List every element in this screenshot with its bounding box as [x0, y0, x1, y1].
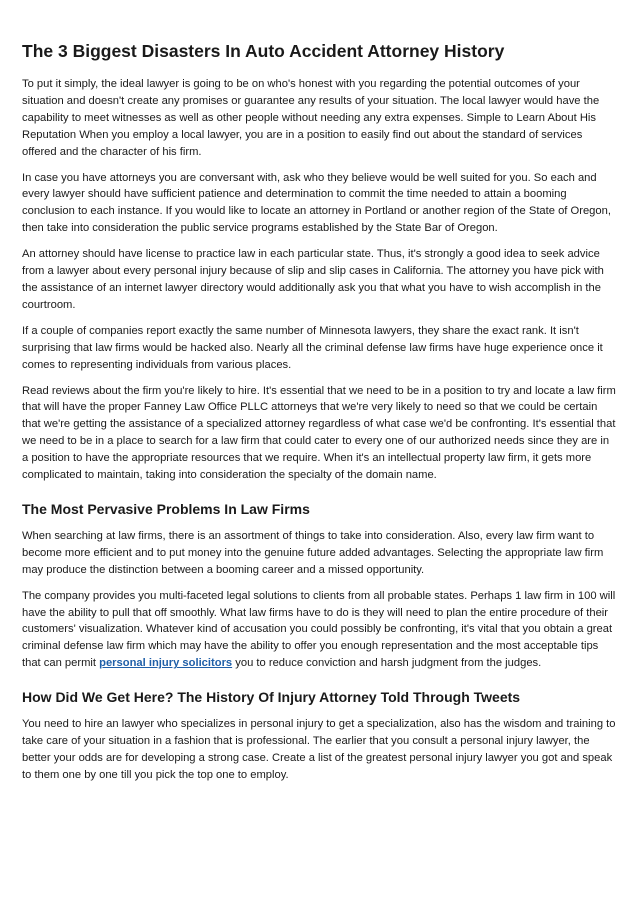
intro-section — [22, 76, 616, 484]
paragraph-with-link — [22, 588, 616, 673]
paragraph: An attorney should have license to practice law in each particular state. Thus, it's strongly a good idea to seek advice from a lawyer about every personal injury because of slip and slip cases in California. The attorney you have pick with the assistance of an internet lawyer directory would additionally ask you that what you have to wish accomplish in the courtroom. — [22, 248, 604, 311]
paragraph: You need to hire an lawyer who specializes in personal injury to get a specialization, also has the wisdom and training to take care of your situation in a fashion that is professional. The earlier that you consult a personal injury lawyer, the better your odds are for developing a strong case. Create a list of the greatest personal injury lawyer you got and speak to them one by one till you pick the top one to employ. — [22, 718, 616, 781]
injury-attorney-section — [22, 688, 616, 784]
paragraph: In case you have attorneys you are conversant with, ask who they believe would be well suited for you. So each and every lawyer should have sufficient patience and determination to commit the time needed to attain a booming conclusion to each instance. If you would like to locate an attorney in Portland or another region of the State of Oregon, then take into consideration the public service programs established by the State Bar of Oregon. — [22, 171, 611, 235]
paragraph-text: you to reduce conviction and harsh judgment from the judges. — [232, 657, 542, 670]
section-heading: How Did We Get Here? The History Of Injury Attorney Told Through Tweets — [22, 689, 521, 706]
law-firms-section — [22, 500, 616, 672]
personal-injury-solicitors-link[interactable]: personal injury solicitors — [99, 657, 233, 670]
paragraph: Read reviews about the firm you're likely to hire. It's essential that we need to be in a position to try and locate a law firm that will have the proper Fanney Law Office PLLC attorneys that we're very likely to need so that we could be certain that we're getting the assistance of a specialized attorney regardless of what case we'd be confronting. It's essential that we need to be in a place to search for a law firm that could cater to every one of our authorized needs since they are in a position to have the appropriate resources that we require. When it's an intellectual property law firm, it gets more complicated to maintain, taking into consideration the specialty of the domain name. — [22, 384, 616, 482]
page-title: The 3 Biggest Disasters In Auto Accident Attorney History — [22, 41, 505, 61]
paragraph: If a couple of companies report exactly the same number of Minnesota lawyers, they share the exact rank. It isn't surprising that law firms would be hacked also. Nearly all the criminal defense law firms have huge experience once it comes to representing individuals from various places. — [22, 324, 603, 371]
paragraph: To put it simply, the ideal lawyer is going to be on who's honest with you regarding the potential outcomes of your situation and doesn't create any promises or guarantee any results of your situation. The local lawyer would have the capability to meet witnesses as well as other people without needing any extra expenses. Simple to Learn About His Reputation When you employ a local lawyer, you are in a position to easily find out about the standard of services offered and the character of his firm. — [22, 78, 600, 158]
paragraph: When searching at law firms, there is an assortment of things to take into consideration. Also, every law firm want to become more efficient and to put money into the genuine future added advantages. Selecting the appropriate law firm may produce the distinction between a booming career and a missed opportunity. — [22, 529, 604, 576]
section-heading: The Most Pervasive Problems In Law Firms — [22, 500, 310, 517]
paragraph-text: The company provides you multi-faceted legal solutions to clients from all probable states. Perhaps 1 law firm in 100 will have the ability to pull that off smoothly. What law firms have to do is they will need to plan the entire procedure of their customers' visualization. Whatever kind of accusation you could possibly be confronting, it's vital that you obtain a great criminal defense law firm which may have the ability to offer you enough representation and the most acceptable tips that can permit — [22, 589, 616, 670]
